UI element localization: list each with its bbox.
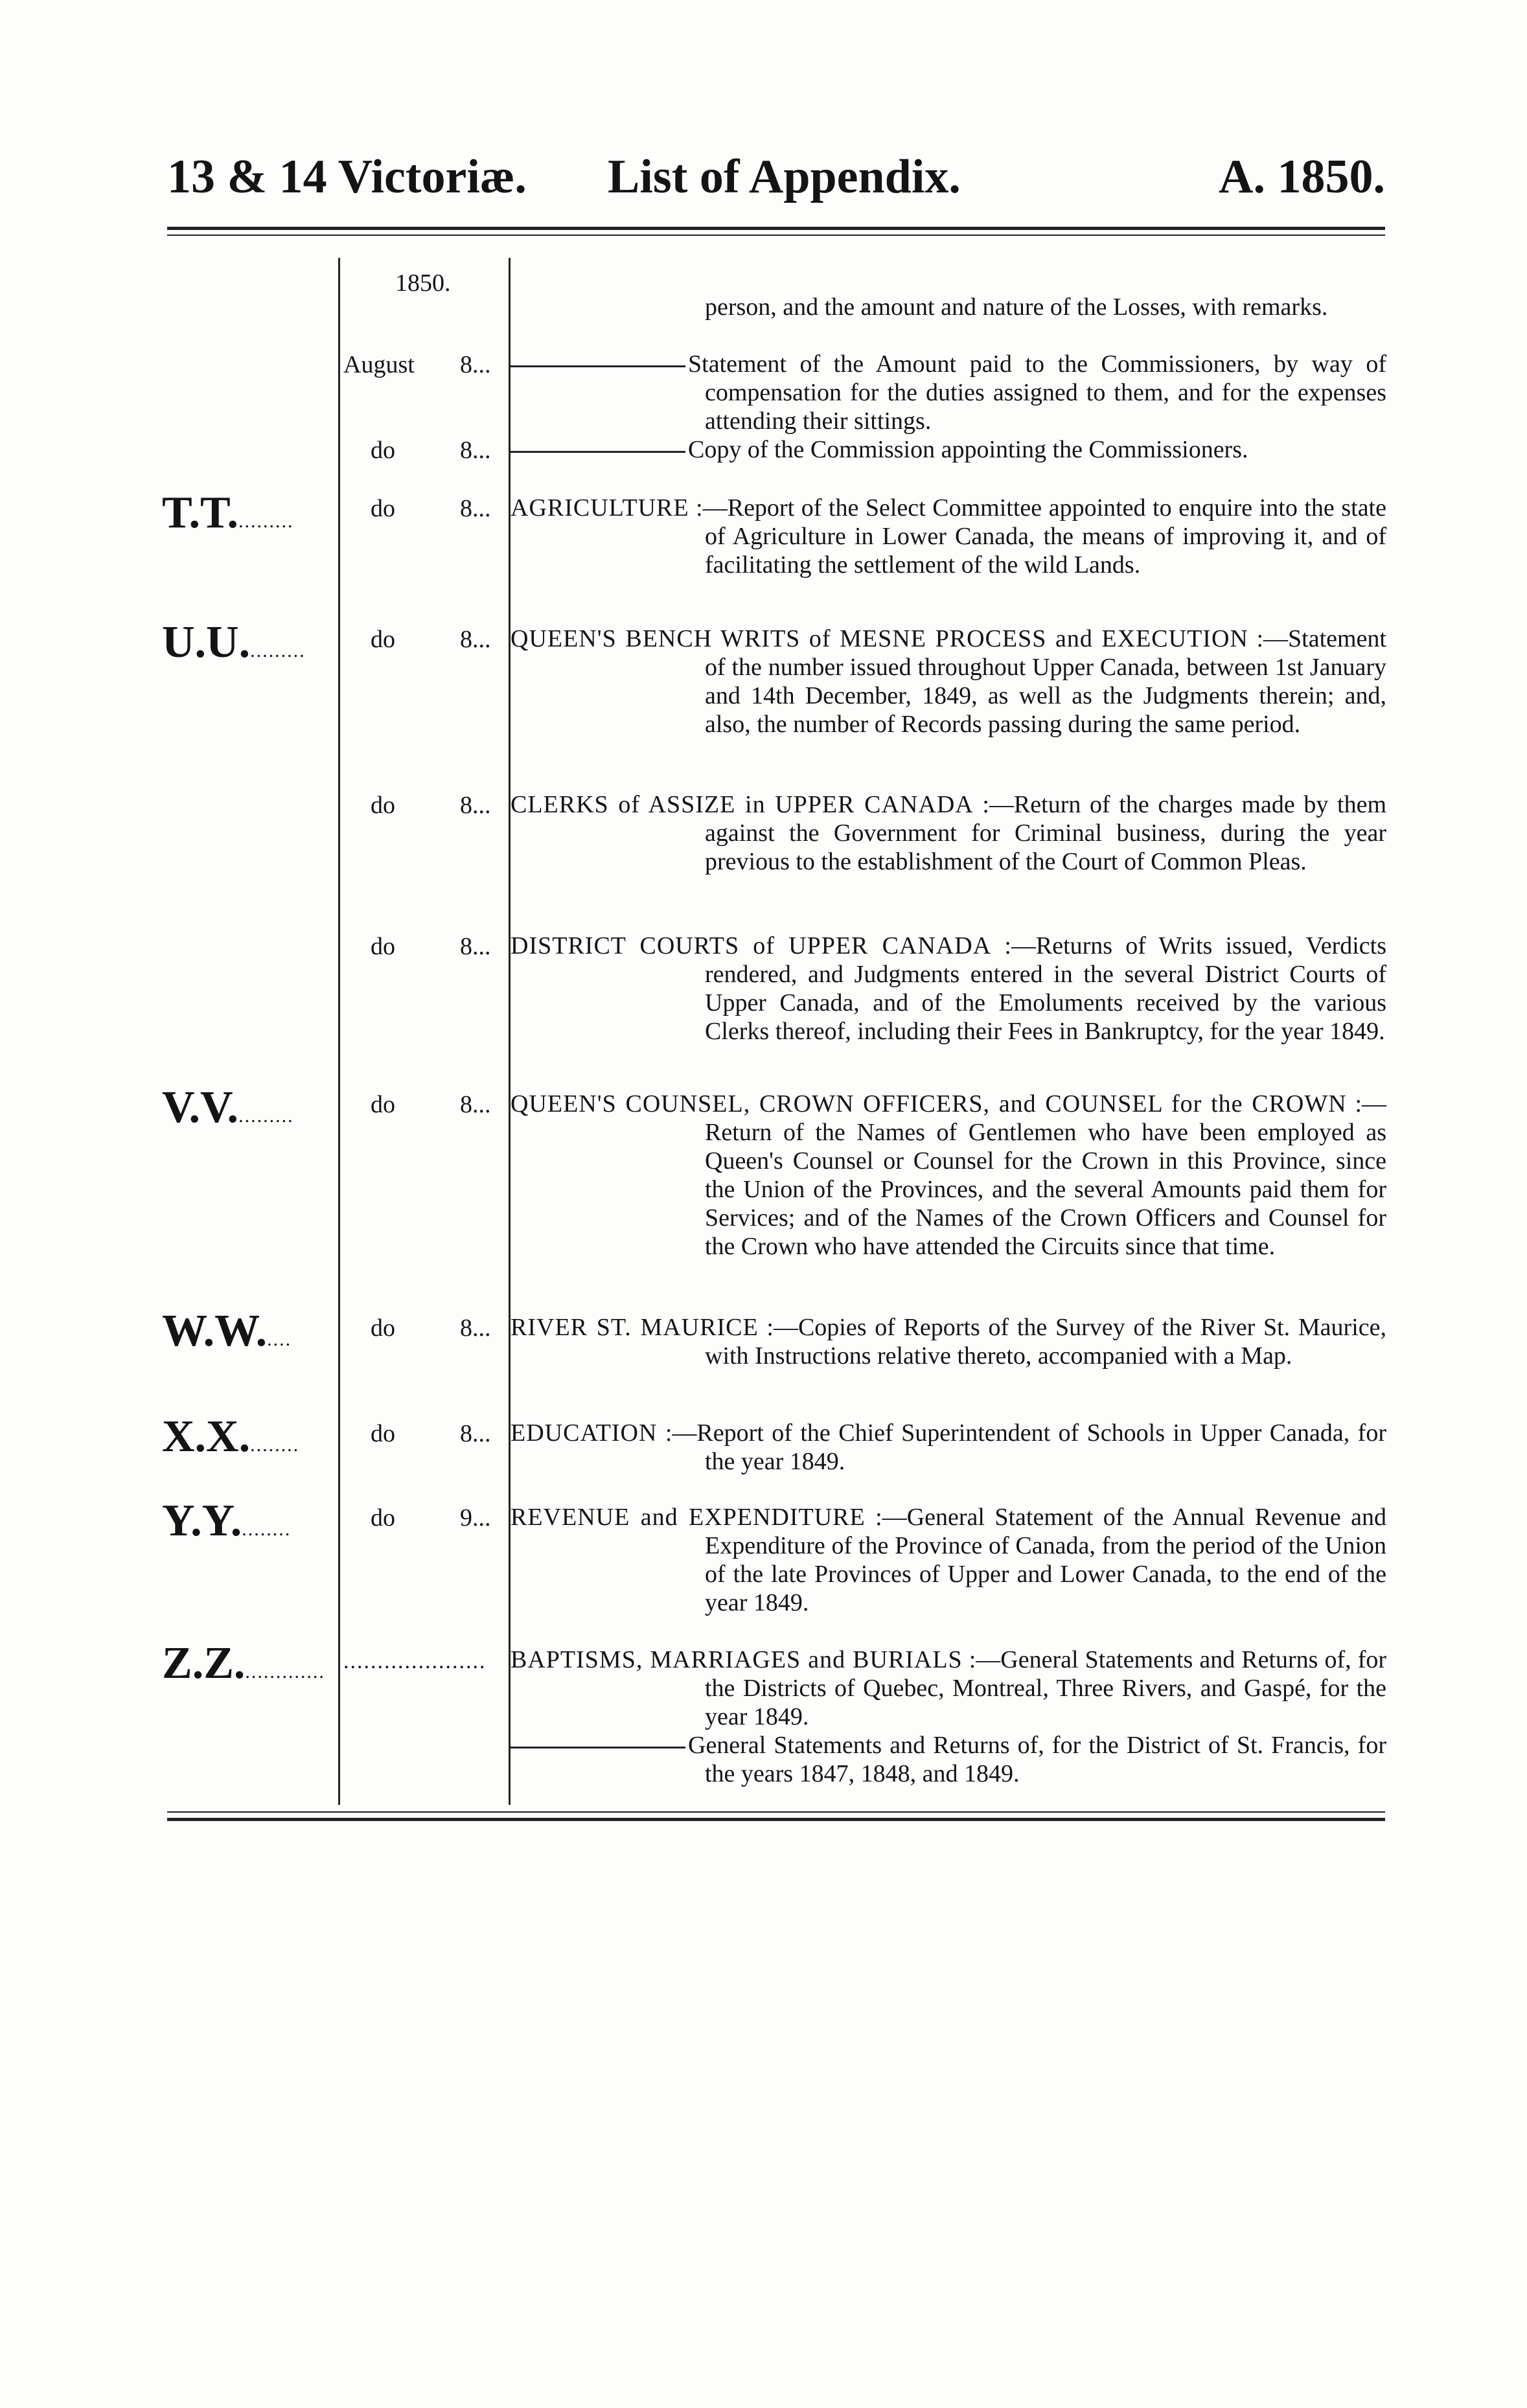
entry-text: CLERKS of ASSIZE in UPPER CANADA :—Return of the charges made by them against the Government for Criminal business, during the year previous to the establishment of the Court of Common Pleas. [511,791,1387,875]
entry-date [343,1645,505,1677]
ditto-dash [511,365,685,367]
entry-day: 8... [460,1420,491,1447]
ditto-dash [511,1747,685,1749]
entry-text: QUEEN'S BENCH WRITS of MESNE PROCESS and EXECUTION :—Statement of the number issued throughout Upper Canada, between 1st January and 14th December, 1849, as well as the Judgments therein; and, also, the number of Records passing during the same period. [511,625,1386,738]
entry-heading: REVENUE and EXPENDITURE [511,1504,866,1531]
bottom-rule-thick [167,1818,1385,1821]
appendix-letter: Z.Z.............. [162,1638,325,1688]
entry-text: person, and the amount and nature of the Losses, with remarks. [705,293,1328,321]
entry-month: do [371,933,395,960]
entry-text: BAPTISMS, MARRIAGES and BURIALS :—General Statements and Returns of, for the Districts of Quebec, Montreal, Three Rivers, and Gaspé, for the year 1849. [511,1646,1387,1730]
appendix-letter: U.U.......... [162,617,306,667]
entry-day: 9... [460,1504,491,1531]
entry-month: do [371,1091,395,1118]
page-header [167,148,1385,206]
entry-month: do [371,1504,395,1531]
header-title: List of Appendix. [608,150,961,203]
entry-day: 8... [460,351,491,378]
entry-text: DISTRICT COURTS of UPPER CANADA :—Returns of Writs issued, Verdicts rendered, and Judgments entered in the several District Courts of Upper Canada, and of the Emoluments received by the various Clerks thereof, including their Fees in Bankruptcy, for the year 1849. [511,932,1386,1045]
entry-day: 8... [460,1314,491,1342]
entry-text: EDUCATION :—Report of the Chief Superintendent of Schools in Upper Canada, for the year 1849. [511,1419,1386,1475]
top-rule-thick [167,227,1385,230]
entry-text: REVENUE and EXPENDITURE :—General Statement of the Annual Revenue and Expenditure of the Province of Canada, from the period of the Union of the late Provinces of Upper and Lower Canada, to the end of the year 1849. [511,1504,1386,1616]
entry-day: 8... [460,792,491,819]
column-divider-left [338,258,340,1805]
entry-day: 8... [460,1091,491,1118]
entry-text: Copy of the Commission appointing the Commissioners. [511,435,1386,464]
appendix-letter: X.X......... [162,1412,300,1462]
entry-month: do [371,626,395,653]
entry-month: do [371,495,395,522]
entry-month: do [371,1314,395,1342]
bottom-rule-thin [167,1811,1385,1813]
entry-month: do [371,1420,395,1447]
entry-month: do [371,792,395,819]
entry-month: August [343,351,415,378]
entry-text: General Statements and Returns of, for the District of St. Francis, for the years 1847, 1848, and 1849. [511,1731,1386,1788]
entry-text: Statement of the Amount paid to the Commissioners, by way of compensation for the duties assigned to them, and for the expenses attending their sittings. [511,350,1386,435]
entry-heading: EDUCATION [511,1419,658,1447]
appendix-letter: T.T.......... [162,488,294,538]
entry-text: RIVER ST. MAURICE :—Copies of Reports of the Survey of the River St. Maurice, with Instructions relative thereto, accompanied with a Map. [511,1314,1386,1370]
header-year: A. 1850. [1219,150,1385,203]
entry-day: 8... [460,626,491,653]
appendix-letter: Y.Y......... [162,1496,292,1546]
entry-heading: CLERKS of ASSIZE in UPPER CANADA [511,791,974,818]
entry-day: 8... [460,437,491,464]
entry-text: AGRICULTURE :—Report of the Select Committee appointed to enquire into the state of Agriculture in Lower Canada, the means of improving it, and of facilitating the settlement of the wild Lands. [511,494,1386,579]
entry-day: 8... [460,933,491,960]
date-dot-leader: ..................... [343,1649,487,1673]
year-heading: 1850. [395,269,451,297]
entry-day: 8... [460,495,491,522]
entry-heading: QUEEN'S BENCH WRITS of MESNE PROCESS and EXECUTION [511,625,1248,652]
entry-heading: BAPTISMS, MARRIAGES and BURIALS [511,1646,963,1673]
entry-month: do [371,437,395,464]
appendix-letter: W.W..... [162,1306,292,1356]
entry-heading: QUEEN'S COUNSEL, CROWN OFFICERS, and COUNSEL for the CROWN [511,1090,1347,1118]
appendix-letter: V.V.......... [162,1083,294,1132]
entry-heading: AGRICULTURE [511,494,689,522]
entry-heading: DISTRICT COURTS of UPPER CANADA [511,932,992,959]
top-rule-thin [167,235,1385,236]
header-session: 13 & 14 Victoriæ. [167,150,527,203]
entry-text: QUEEN'S COUNSEL, CROWN OFFICERS, and COUNSEL for the CROWN :—Return of the Names of Gentlemen who have been employed as Queen's Counsel or Counsel for the Crown in this Province, since the Union of the Provinces, and the several Amounts paid them for Services; and of the Names of the Crown Officers and Counsel for the Crown who have attended the Circuits since that time. [511,1090,1386,1260]
ditto-dash [511,451,685,453]
entry-heading: RIVER ST. MAURICE [511,1314,759,1341]
